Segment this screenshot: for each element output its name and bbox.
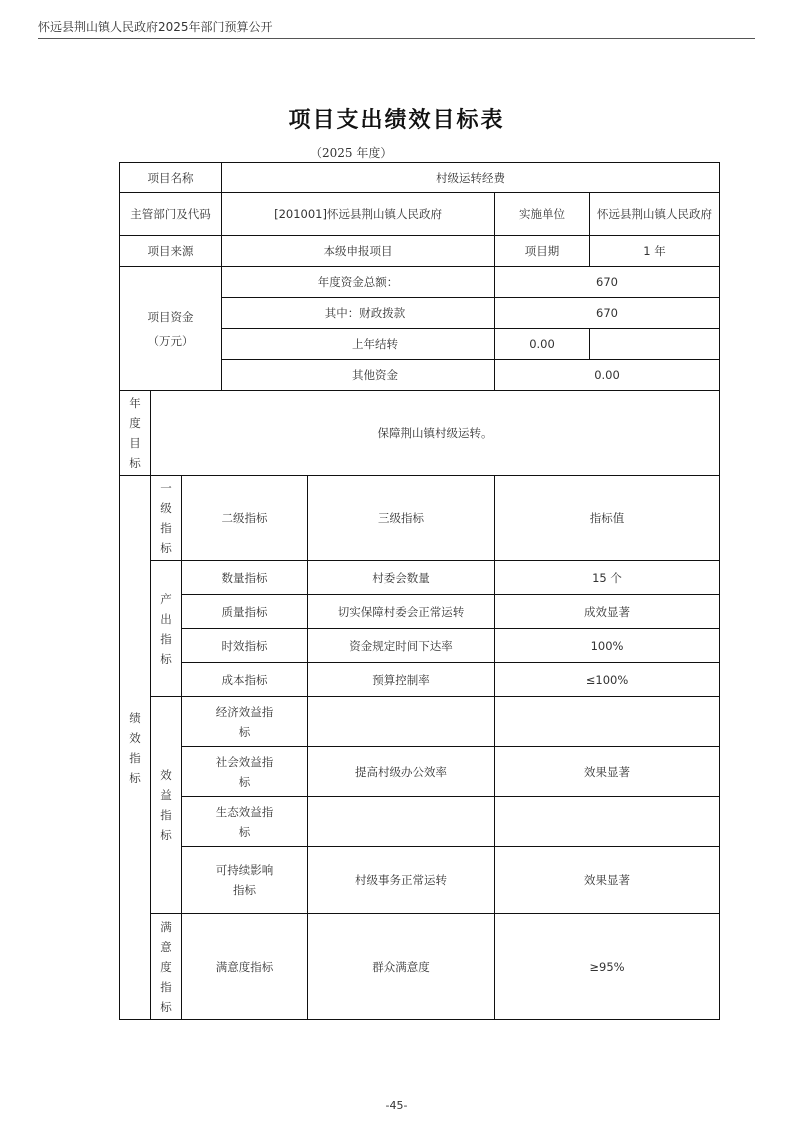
performance-indicators-label: 绩 效 指 标 <box>120 476 151 1020</box>
benefit-indicator-row <box>120 797 720 847</box>
indicator-value <box>495 797 720 847</box>
other-funds-label: 其他资金 <box>222 360 495 391</box>
source-row <box>120 236 720 267</box>
level3-indicator: 群众满意度 <box>308 914 495 1020</box>
department-label: 主管部门及代码 <box>120 193 222 236</box>
project-funds-label: 项目资金 （万元） <box>120 267 222 391</box>
level2-indicator-header: 二级指标 <box>182 476 308 561</box>
level3-indicator <box>308 697 495 747</box>
project-source-label: 项目来源 <box>120 236 222 267</box>
total-funds-label: 年度资金总额： <box>222 267 495 298</box>
output-indicator-row <box>120 561 720 595</box>
indicator-value: ≤100% <box>495 663 720 697</box>
project-name-row <box>120 163 720 193</box>
benefit-indicator-row <box>120 747 720 797</box>
level3-indicator-header: 三级指标 <box>308 476 495 561</box>
implementing-unit-label: 实施单位 <box>495 193 590 236</box>
implementing-unit-value: 怀远县荆山镇人民政府 <box>590 193 720 236</box>
page-title: 项目支出绩效目标表 <box>288 107 505 133</box>
indicator-value <box>495 697 720 747</box>
output-indicator-row <box>120 629 720 663</box>
carryover-blank <box>590 329 720 360</box>
level3-indicator: 提高村级办公效率 <box>308 747 495 797</box>
level2-indicator: 质量指标 <box>182 595 308 629</box>
page-number: -45- <box>385 1099 408 1112</box>
level2-indicator: 生态效益指 标 <box>182 797 308 847</box>
benefit-indicators-label: 效 益 指 标 <box>151 697 182 914</box>
satisfaction-indicator-row <box>120 914 720 1020</box>
indicator-value-header: 指标值 <box>495 476 720 561</box>
level1-indicator-header: 一 级 指 标 <box>151 476 182 561</box>
level3-indicator <box>308 797 495 847</box>
level3-indicator: 切实保障村委会正常运转 <box>308 595 495 629</box>
level2-indicator: 时效指标 <box>182 629 308 663</box>
project-name-value: 村级运转经费 <box>222 163 720 193</box>
carryover-label: 上年结转 <box>222 329 495 360</box>
funds-total-row <box>120 267 720 298</box>
fiscal-year: （2025 年度） <box>310 146 393 160</box>
output-indicator-row <box>120 663 720 697</box>
level3-indicator: 预算控制率 <box>308 663 495 697</box>
project-source-value: 本级申报项目 <box>222 236 495 267</box>
project-period-label: 项目期 <box>495 236 590 267</box>
indicator-value: 效果显著 <box>495 747 720 797</box>
level2-indicator: 可持续影响 指标 <box>182 847 308 914</box>
performance-target-table <box>119 162 720 1020</box>
indicator-header-row <box>120 476 720 561</box>
indicator-value: ≥95% <box>495 914 720 1020</box>
fiscal-allocation-label: 其中：财政拨款 <box>222 298 495 329</box>
department-value: [201001]怀远县荆山镇人民政府 <box>222 193 495 236</box>
header-divider <box>38 38 755 39</box>
project-name-label: 项目名称 <box>120 163 222 193</box>
level2-indicator: 经济效益指 标 <box>182 697 308 747</box>
carryover-value: 0.00 <box>495 329 590 360</box>
fiscal-allocation-value: 670 <box>495 298 720 329</box>
indicator-value: 成效显著 <box>495 595 720 629</box>
output-indicator-row <box>120 595 720 629</box>
other-funds-value: 0.00 <box>495 360 720 391</box>
annual-goal-text: 保障荆山镇村级运转。 <box>151 391 720 476</box>
level2-indicator: 数量指标 <box>182 561 308 595</box>
level2-indicator: 成本指标 <box>182 663 308 697</box>
benefit-indicator-row <box>120 847 720 914</box>
indicator-value: 效果显著 <box>495 847 720 914</box>
level3-indicator: 村委会数量 <box>308 561 495 595</box>
level2-indicator: 社会效益指 标 <box>182 747 308 797</box>
annual-goal-row <box>120 391 720 476</box>
page-header: 怀远县荆山镇人民政府2025年部门预算公开 <box>38 20 273 34</box>
level3-indicator: 村级事务正常运转 <box>308 847 495 914</box>
annual-goal-label: 年 度 目 标 <box>120 391 151 476</box>
output-indicators-label: 产 出 指 标 <box>151 561 182 697</box>
benefit-indicator-row <box>120 697 720 747</box>
level3-indicator: 资金规定时间下达率 <box>308 629 495 663</box>
department-row <box>120 193 720 236</box>
indicator-value: 15 个 <box>495 561 720 595</box>
indicator-value: 100% <box>495 629 720 663</box>
satisfaction-indicators-label: 满 意 度 指 标 <box>151 914 182 1020</box>
level2-indicator: 满意度指标 <box>182 914 308 1020</box>
project-period-value: 1 年 <box>590 236 720 267</box>
total-funds-value: 670 <box>495 267 720 298</box>
